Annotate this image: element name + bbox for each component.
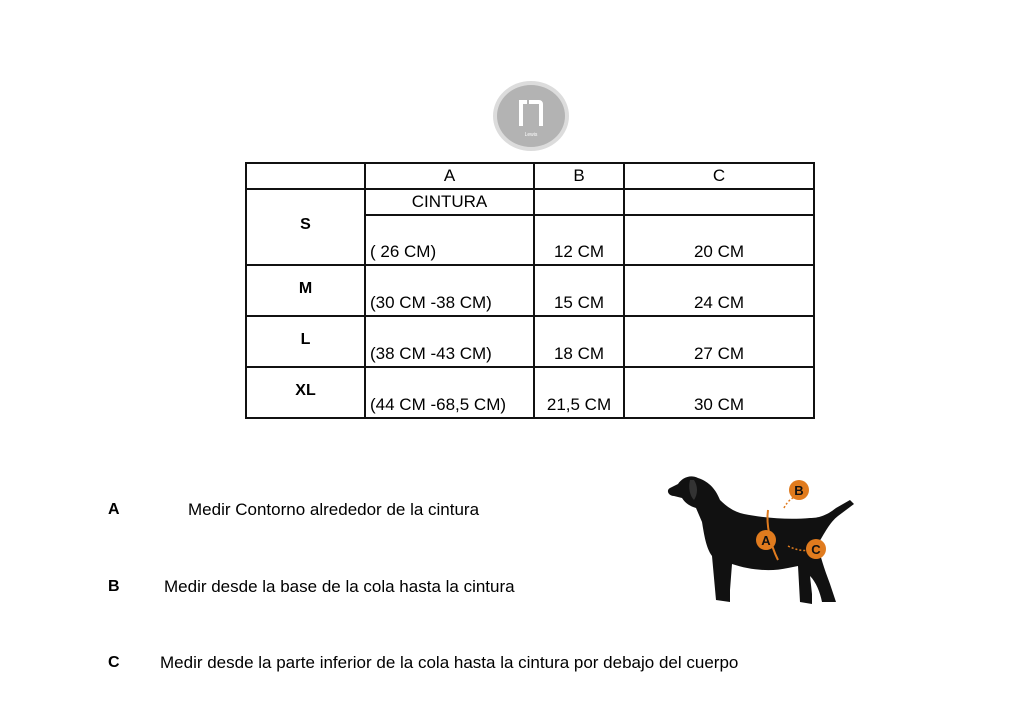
value-b: 12 CM (553, 242, 605, 261)
size-label: L (300, 331, 311, 348)
value-a: ( 26 CM) (370, 242, 437, 261)
definition-text-a: Medir Contorno alrededor de la cintura (188, 500, 480, 519)
cell-a (365, 316, 534, 367)
size-cell-s (246, 189, 365, 265)
size-cell-xl (246, 367, 365, 418)
table-row (246, 265, 814, 316)
size-label: XL (295, 382, 316, 399)
value-b: 21,5 CM (546, 395, 612, 414)
logo-text: Lewis (524, 132, 538, 138)
cell-b (534, 215, 624, 265)
diagram-label-b: B (794, 483, 804, 498)
value-c: 20 CM (693, 242, 745, 261)
diagram-label-c: C (811, 542, 821, 557)
table-header-row (246, 163, 814, 189)
value-a: (30 CM -38 CM) (370, 293, 492, 312)
cell-c (624, 265, 814, 316)
cell-a (365, 265, 534, 316)
cell-b (534, 316, 624, 367)
cell-b (534, 265, 624, 316)
value-c: 30 CM (693, 395, 745, 414)
cell-c (624, 367, 814, 418)
dog-measurement-diagram (660, 460, 870, 610)
definition-text-c: Medir desde la parte inferior de la cola hasta la cintura por debajo del cuerpo (160, 653, 739, 672)
header-cell-a: A (365, 163, 534, 189)
subheader-b (534, 189, 624, 215)
size-label: M (298, 280, 313, 297)
definition-letter-c: C (108, 654, 120, 671)
value-b: 18 CM (553, 344, 605, 363)
brand-logo (492, 80, 570, 152)
header-cell-b: B (534, 163, 624, 189)
size-cell-l (246, 316, 365, 367)
cell-c (624, 316, 814, 367)
definition-letter-a: A (108, 501, 120, 518)
header-cell-empty (246, 163, 365, 189)
table-row (246, 367, 814, 418)
size-label: S (300, 216, 311, 233)
cell-c (624, 215, 814, 265)
table-subheader-row (246, 189, 814, 215)
value-b: 15 CM (553, 293, 605, 312)
subheader-cintura: CINTURA (365, 189, 534, 215)
diagram-label-a: A (761, 533, 771, 548)
cell-b (534, 367, 624, 418)
size-table (245, 162, 815, 419)
value-c: 24 CM (693, 293, 745, 312)
cell-a (365, 215, 534, 265)
subheader-c (624, 189, 814, 215)
value-a: (44 CM -68,5 CM) (370, 395, 507, 414)
definition-text-b: Medir desde la base de la cola hasta la cintura (164, 577, 515, 596)
size-cell-m (246, 265, 365, 316)
table-row (246, 316, 814, 367)
definition-letter-b: B (108, 578, 120, 595)
value-a: (38 CM -43 CM) (370, 344, 492, 363)
cell-a (365, 367, 534, 418)
header-cell-c: C (624, 163, 814, 189)
value-c: 27 CM (693, 344, 745, 363)
